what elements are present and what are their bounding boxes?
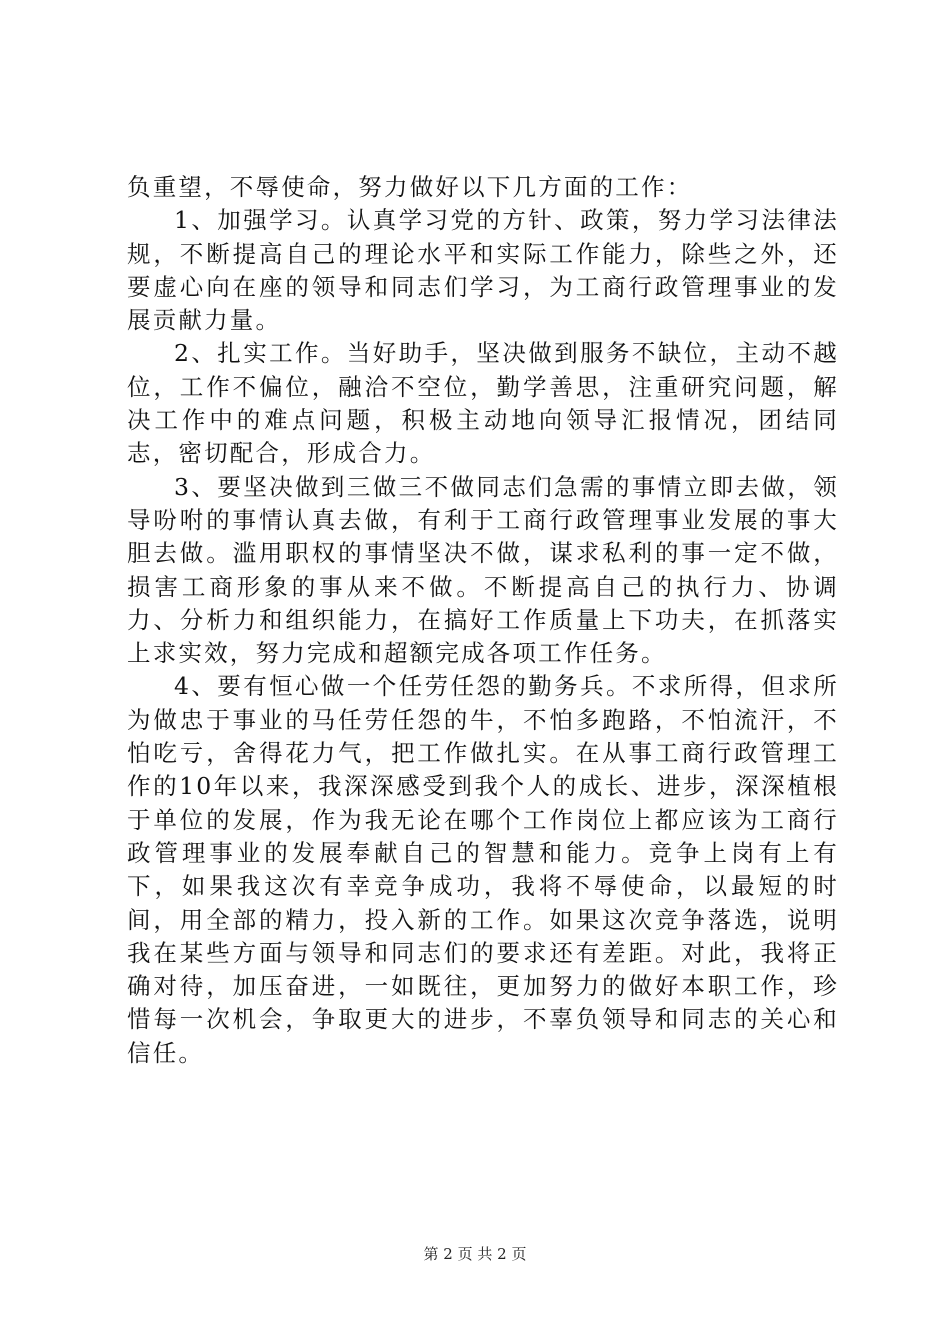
paragraph-continuation: 负重望，不辱使命，努力做好以下几方面的工作： [127, 173, 693, 201]
paragraph-item-2: 2、扎实工作。当好助手，坚决做到服务不缺位，主动不越位，工作不偏位，融洽不空位，勤学善思，注重研究问题，解决工作中的难点问题，积极主动地向领导汇报情况，团结同志，密切配合，形成合力。 [127, 339, 839, 468]
paragraph-item-1: 1、加强学习。认真学习党的方针、政策，努力学习法律法规，不断提高自己的理论水平和实际工作能力，除些之外，还要虚心向在座的领导和同志们学习，为工商行政管理事业的发展贡献力量。 [127, 206, 839, 335]
paragraph-item-4: 4、要有恒心做一个任劳任怨的勤务兵。不求所得，但求所为做忠于事业的马任劳任怨的牛，不怕多跑路，不怕流汗，不怕吃亏，舍得花力气，把工作做扎实。在从事工商行政管理工作的10年以来，我深深感受到我个人的成长、进步，深深植根于单位的发展，作为我无论在哪个工作岗位上都应该为工商行政管理事业的发展奉献自己的智慧和能力。竞争上岗有上有下，如果我这次有幸竞争成功，我将不辱使命，以最短的时间，用全部的精力，投入新的工作。如果这次竞争落选，说明我在某些方面与领导和同志们的要求还有差距。对此，我将正确对待，加压奋进，一如既往，更加努力的做好本职工作，珍惜每一次机会，争取更大的进步，不辜负领导和同志的关心和信任。 [127, 672, 839, 1067]
paragraph-item-3: 3、要坚决做到三做三不做同志们急需的事情立即去做，领导吩咐的事情认真去做，有利于工商行政管理事业发展的事大胆去做。滥用职权的事情坚决不做，谋求私利的事一定不做，损害工商形象的事从来不做。不断提高自己的执行力、协调力、分析力和组织能力，在搞好工作质量上下功夫，在抓落实上求实效，努力完成和超额完成各项工作任务。 [127, 472, 839, 668]
page-number-footer: 第 2 页 共 2 页 [423, 1245, 527, 1263]
document-body [127, 171, 839, 1070]
